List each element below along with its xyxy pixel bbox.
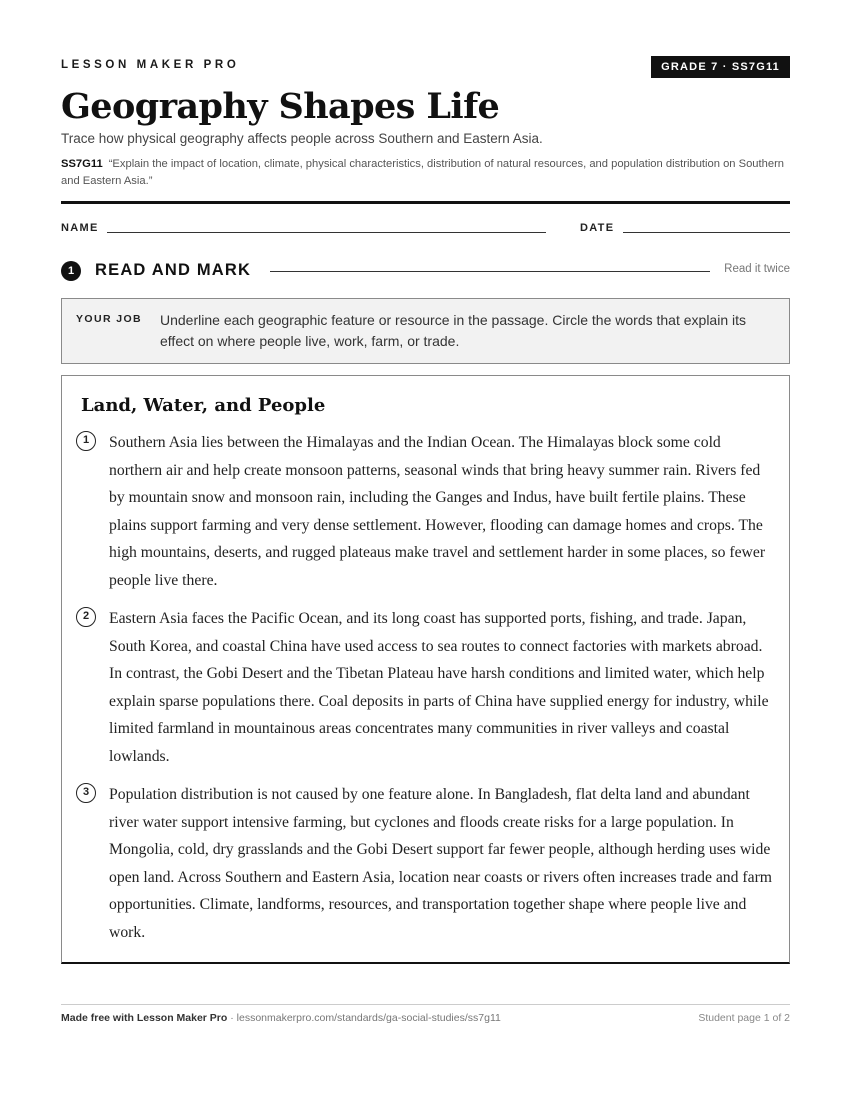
task-instructions: Underline each geographic feature or resource in the passage. Circle the words that explain its effect on where people live, work, farm, or trade.: [160, 312, 746, 349]
standard-text: “Explain the impact of location, climate, physical characteristics, distribution of natural resources, and population distribution on Southern and Eastern Asia.”: [61, 158, 785, 187]
footer-separator: ·: [227, 1012, 237, 1024]
footer-divider: [61, 1004, 790, 1005]
footer-url[interactable]: lessonmakerpro.com/standards/ga-social-studies/ss7g11: [236, 1012, 501, 1024]
worksheet-page: [61, 0, 790, 1100]
task-label: YOUR JOB: [76, 313, 143, 325]
page-subtitle: Trace how physical geography affects people across Southern and Eastern Asia.: [61, 131, 543, 146]
section-title: READ AND MARK: [95, 261, 252, 279]
paragraph-number: 1: [76, 431, 96, 451]
name-label: NAME: [61, 222, 99, 234]
passage-paragraph[interactable]: Eastern Asia faces the Pacific Ocean, and its long coast has supported ports, fishing, and trade. Japan, South Korea, and coastal China have used access to sea routes to connect factories with markets abroad. In contrast, the Gobi Desert and the Tibetan Plateau have harsh conditions and limited water, which help explain sparse populations there. Coal deposits in parts of China have supplied energy for industry, while limited farmland in mountainous areas concentrates many communities in river valleys and coastal lowlands.: [109, 610, 769, 765]
page-indicator: Student page 1 of 2: [698, 1012, 790, 1024]
brand-name: LESSON MAKER PRO: [61, 59, 240, 71]
footer-made-with: Made free with Lesson Maker Pro: [61, 1012, 228, 1024]
date-label: DATE: [580, 222, 615, 234]
passage-title: Land, Water, and People: [81, 395, 326, 416]
brand-row: [61, 56, 790, 80]
standard-code: SS7G11: [61, 158, 103, 170]
section-divider: [270, 271, 710, 272]
section-note: Read it twice: [724, 263, 790, 275]
paragraph-number: 3: [76, 783, 96, 803]
student-info-row: [61, 222, 790, 238]
name-field[interactable]: [107, 232, 546, 233]
grade-badge: GRADE 7 · SS7G11: [651, 56, 790, 78]
task-box: [61, 298, 790, 364]
header-divider: [61, 201, 790, 204]
passage-paragraph[interactable]: Southern Asia lies between the Himalayas and the Indian Ocean. The Himalayas block some cold northern air and help create monsoon patterns, seasonal winds that bring heavy summer rain. Rivers fed by mountain snow and monsoon rain, including the Ganges and Indus, have built fertile plains. These plains support farming and very dense settlement. However, flooding can damage homes and crops. The high mountains, deserts, and rugged plateaus make travel and settlement harder in some places, so fewer people live there.: [109, 434, 766, 589]
section-number-badge: 1: [61, 261, 81, 281]
date-field[interactable]: [623, 232, 790, 233]
paragraph-number: 2: [76, 607, 96, 627]
reading-passage: [61, 375, 790, 964]
footer-credit: [61, 1012, 501, 1024]
standard-statement: [61, 156, 790, 190]
page-title: Geography Shapes Life: [61, 86, 500, 127]
section-header: [61, 260, 790, 282]
passage-paragraph[interactable]: Population distribution is not caused by one feature alone. In Bangladesh, flat delta land and abundant river water support intensive farming, but cyclones and floods create risks for a large population. In Mongolia, cold, dry grasslands and the Gobi Desert support far fewer people, although herding uses wide open land. Across Southern and Eastern Asia, location near coasts or rivers often increases trade and farm opportunities. Climate, landforms, resources, and transportation together shape where people live and work.: [109, 786, 773, 941]
